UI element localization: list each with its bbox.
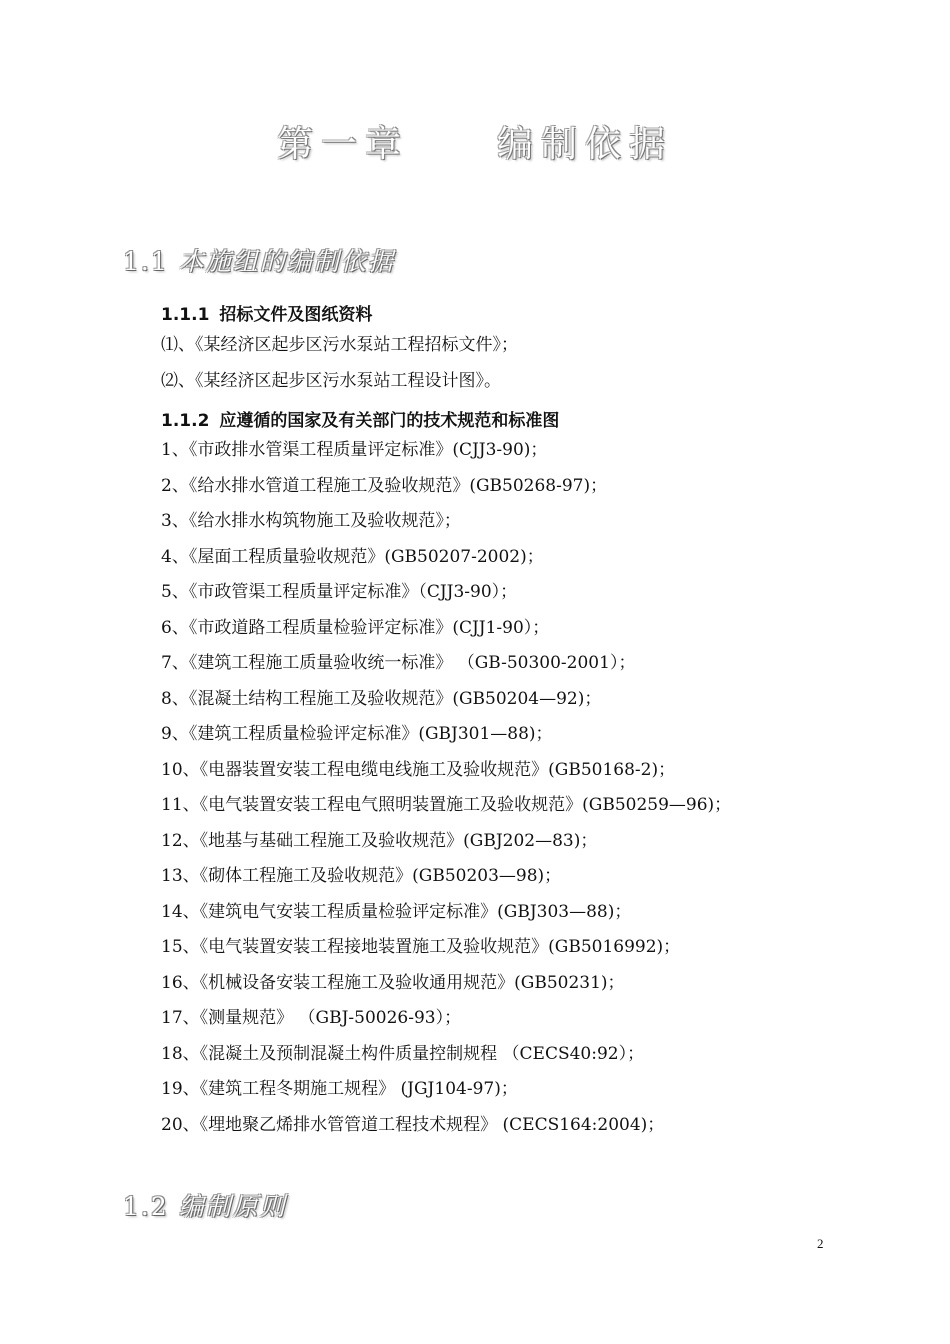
list-item: 20、《埋地聚乙烯排水管管道工程技术规程》 (CECS164:2004)； — [161, 1114, 665, 1135]
section-heading-1-2 — [123, 1187, 287, 1223]
list-item: 16、《机械设备安装工程施工及验收通用规范》(GB50231)； — [161, 972, 625, 993]
list-item: 4、《屋面工程质量验收规范》(GB50207-2002)； — [161, 546, 544, 567]
list-item: 2、《给水排水管道工程施工及验收规范》(GB50268-97)； — [161, 475, 608, 496]
list-item: 11、《电气装置安装工程电气照明装置施工及验收规范》(GB50259—96)； — [161, 795, 732, 815]
subsection-title: 应遵循的国家及有关部门的技术规范和标准图 — [219, 411, 560, 431]
subsection-heading-1-1-2 — [161, 406, 559, 431]
section-number: 1.2 — [123, 1192, 169, 1221]
page-number: 2 — [817, 1236, 824, 1251]
section-title: 编制原则 — [178, 1192, 287, 1221]
list-item: ⑵、《某经济区起步区污水泵站工程设计图》。 — [161, 370, 501, 391]
list-item: 10、《电器装置安装工程电缆电线施工及验收规范》(GB50168-2)； — [161, 759, 676, 780]
tender-document-list — [161, 328, 518, 399]
list-item: 1、《市政排水管渠工程质量评定标准》(CJJ3-90)； — [161, 440, 548, 460]
chapter-title — [0, 116, 950, 167]
list-item: 19、《建筑工程冬期施工规程》 (JGJ104-97)； — [161, 1079, 518, 1099]
list-item: ⑴、《某经济区起步区污水泵站工程招标文件》； — [161, 335, 518, 355]
section-number: 1.1 — [123, 247, 169, 276]
list-item: 8、《混凝土结构工程施工及验收规范》(GB50204—92)； — [161, 688, 602, 709]
list-item: 6、《市政道路工程质量检验评定标准》(CJJ1-90）； — [161, 617, 550, 638]
list-item: 12、《地基与基础工程施工及验收规范》(GBJ202—83)； — [161, 830, 598, 851]
list-item: 14、《建筑电气安装工程质量检验评定标准》(GBJ303—88)； — [161, 901, 632, 922]
list-item: 18、《混凝土及预制混凝土构件质量控制规程 （CECS40:92）； — [161, 1043, 645, 1064]
section-title: 本施组的编制依据 — [178, 247, 395, 276]
list-item: 15、《电气装置安装工程接地装置施工及验收规范》(GB5016992)； — [161, 937, 681, 957]
list-item: 3、《给水排水构筑物施工及验收规范》； — [161, 511, 461, 531]
subsection-number: 1.1.1 — [161, 305, 210, 325]
section-heading-1-1 — [123, 242, 395, 278]
subsection-heading-1-1-1 — [161, 300, 372, 325]
list-item: 17、《测量规范》 （GBJ-50026-93）； — [161, 1008, 462, 1028]
standards-list — [161, 433, 731, 1143]
chapter-name: 编制依据 — [497, 124, 674, 165]
list-item: 9、《建筑工程质量检验评定标准》(GBJ301—88)； — [161, 724, 553, 744]
list-item: 5、《市政管渠工程质量评定标准》（CJJ3-90）； — [161, 582, 518, 602]
subsection-number: 1.1.2 — [161, 411, 210, 431]
subsection-title: 招标文件及图纸资料 — [219, 305, 373, 325]
list-item: 13、《砌体工程施工及验收规范》(GB50203—98)； — [161, 866, 562, 886]
chapter-number: 第一章 — [276, 124, 409, 165]
list-item: 7、《建筑工程施工质量验收统一标准》 （GB-50300-2001）； — [161, 653, 636, 673]
